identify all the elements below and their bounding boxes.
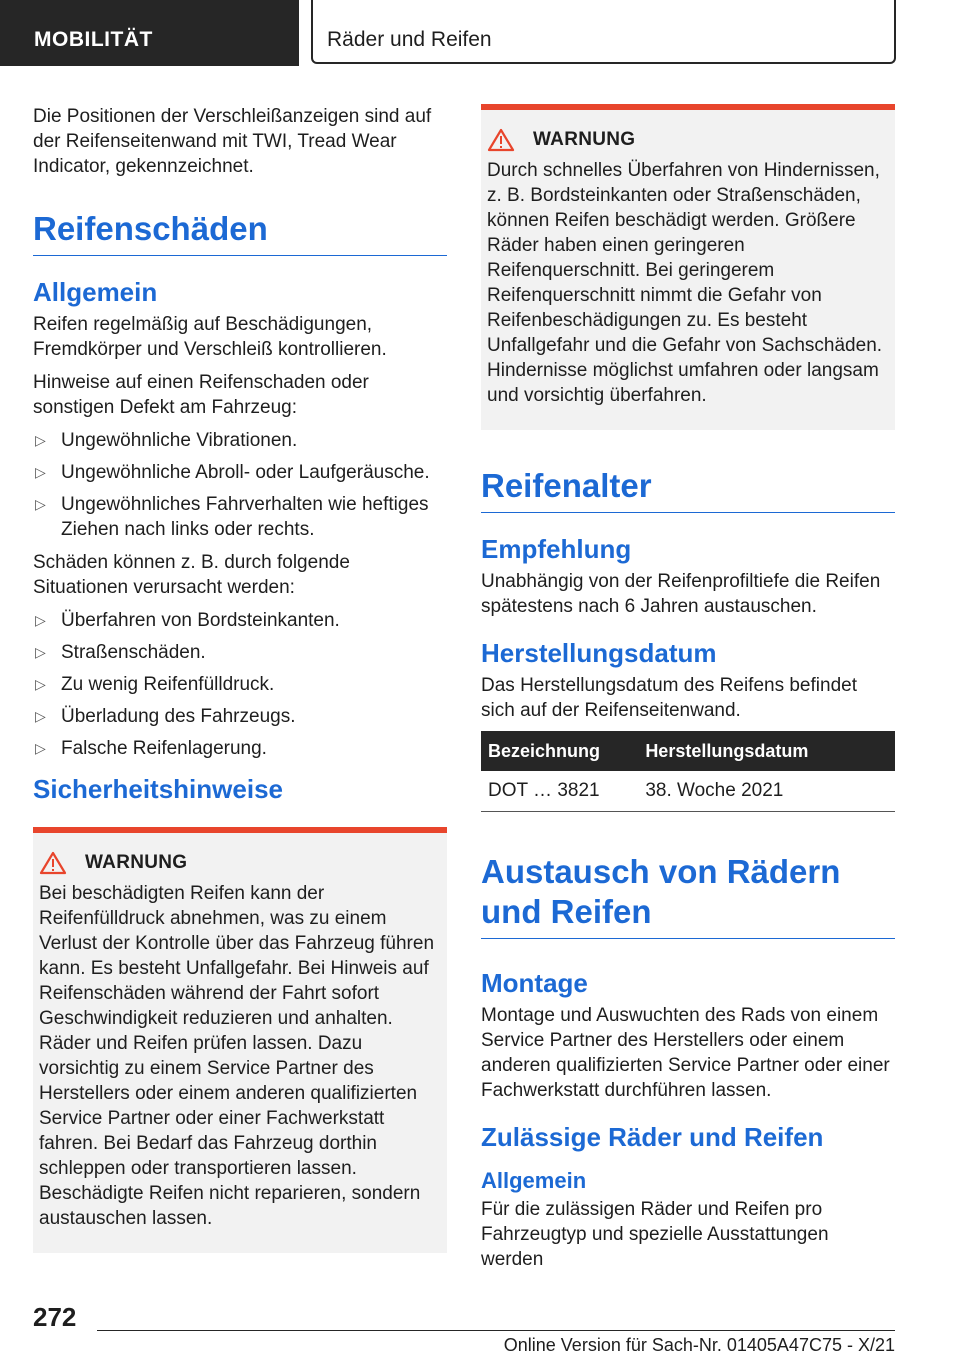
warning-triangle-icon — [487, 128, 515, 152]
heading-herstellungsdatum: Herstellungsdatum — [481, 638, 717, 668]
paragraph-hinweise: Hinweise auf einen Reifenschaden oder sonstigen Defekt am Fahrzeug: — [33, 372, 369, 418]
triangle-bullet-icon: ▷ — [35, 464, 46, 480]
header-section-tab — [0, 0, 299, 66]
heading-reifenschaeden: Reifenschäden — [33, 209, 447, 256]
footer-text: Online Version für Sach-Nr. 01405A47C75 - X/21 — [503, 1335, 895, 1355]
triangle-bullet-icon: ▷ — [35, 740, 46, 756]
warning-box-left — [33, 827, 447, 1253]
page-number: 272 — [33, 1302, 77, 1332]
header-chapter-tab — [311, 0, 896, 64]
triangle-bullet-icon: ▷ — [35, 612, 46, 628]
triangle-bullet-icon: ▷ — [35, 676, 46, 692]
table-header-cell: Herstellungsdatum — [638, 731, 895, 771]
triangle-bullet-icon: ▷ — [35, 432, 46, 448]
heading-reifenalter: Reifenalter — [481, 466, 895, 513]
paragraph-schaeden: Schäden können z. B. durch folgende Situationen verursacht werden: — [33, 552, 350, 598]
heading-zulaessig: Zulässige Räder und Reifen — [481, 1122, 824, 1152]
paragraph-herstellungsdatum: Das Herstellungsdatum des Reifens befindet sich auf der Reifenseitenwand. — [481, 675, 857, 721]
list-item: ▷ Ungewöhnliche Abroll- oder Laufgeräusche. — [35, 462, 430, 483]
warning-text: Bei beschädigten Reifen kann der Reifenfülldruck abnehmen, was zu einem Verlust der Kontrolle über das Fahrzeug führen kann. Es besteht Unfallgefahr. Bei Hinweis auf Reifenschäden während der Fahrt sofort Geschwindigkeit reduzieren und anhalten. Räder und Reifen prüfen lassen. Dazu vorsichtig zu einem Service Partner des Herstellers oder einem anderen qualifizierten Service Partner oder einer Fachwerkstatt fahren. Bei Bedarf das Fahrzeug dorthin schleppen oder transportieren lassen. Beschädigte Reifen nicht reparieren, sondern austauschen lassen. — [39, 883, 435, 1229]
footer-divider — [97, 1330, 895, 1331]
warning-title: WARNUNG — [533, 129, 636, 150]
left-column — [33, 104, 447, 1253]
heading-sicherheitshinweise: Sicherheitshinweise — [33, 774, 283, 804]
heading-montage: Montage — [481, 968, 588, 998]
list-item: ▷ Straßenschäden. — [35, 642, 206, 663]
table-row — [481, 771, 895, 812]
list-item: ▷ Überfahren von Bordsteinkanten. — [35, 610, 340, 631]
list-schaeden — [33, 608, 447, 761]
heading-allgemein: Allgemein — [33, 277, 158, 307]
paragraph-allgemein: Reifen regelmäßig auf Beschädigungen, Fremdkörper und Verschleiß kontrollieren. — [33, 314, 387, 360]
heading-empfehlung: Empfehlung — [481, 534, 632, 564]
warning-title: WARNUNG — [85, 852, 188, 873]
paragraph-allgemein-sub: Für die zulässigen Räder und Reifen pro Fahrzeugtyp und spezielle Ausstattungen werden — [481, 1199, 829, 1270]
triangle-bullet-icon: ▷ — [35, 708, 46, 724]
header-chapter-label: Räder und Reifen — [327, 28, 492, 51]
list-hinweise — [33, 428, 447, 542]
date-table — [481, 731, 895, 812]
table-cell: DOT … 3821 — [481, 771, 638, 812]
warning-triangle-icon — [39, 851, 67, 875]
intro-paragraph: Die Positionen der Verschleißanzeigen sind auf der Reifenseitenwand mit TWI, Tread Wear Indicator, gekennzeichnet. — [33, 106, 432, 177]
heading-austausch: Austausch von Rädern und Reifen — [481, 852, 895, 939]
warning-box-right — [481, 104, 895, 430]
table-cell: 38. Woche 2021 — [638, 771, 895, 812]
table-header-cell: Bezeichnung — [481, 731, 638, 771]
list-item: ▷ Zu wenig Reifenfülldruck. — [35, 674, 275, 695]
right-column — [481, 104, 895, 1280]
warning-text: Durch schnelles Überfahren von Hindernissen, z. B. Bordsteinkanten oder Straßenschäden, können Reifen beschädigt werden. Größere Räder haben einen geringeren Reifenquerschnitt. Bei geringerem Reifenquerschnitt nimmt die Gefahr von Reifenbeschädigungen zu. Es besteht Unfallgefahr und die Gefahr von Sachschäden. Hindernisse möglichst umfahren oder langsam und vorsichtig überfahren. — [487, 160, 883, 406]
list-item: ▷ Falsche Reifenlagerung. — [35, 738, 267, 759]
triangle-bullet-icon: ▷ — [35, 496, 46, 512]
heading-allgemein-sub: Allgemein — [481, 1168, 587, 1193]
triangle-bullet-icon: ▷ — [35, 644, 46, 660]
paragraph-empfehlung: Unabhängig von der Reifenprofiltiefe die Reifen spätestens nach 6 Jahren austauschen. — [481, 571, 881, 617]
list-item: ▷ Ungewöhnliches Fahrverhalten wie heftiges Ziehen nach links oder rechts. — [35, 494, 429, 540]
list-item: ▷ Ungewöhnliche Vibrationen. — [35, 430, 298, 451]
header-section-label: MOBILITÄT — [34, 28, 153, 51]
list-item: ▷ Überladung des Fahrzeugs. — [35, 706, 296, 727]
paragraph-montage: Montage und Auswuchten des Rads von einem Service Partner des Herstellers oder einem anderen qualifizierten Service Partner oder einer Fachwerkstatt durchführen lassen. — [481, 1005, 890, 1101]
